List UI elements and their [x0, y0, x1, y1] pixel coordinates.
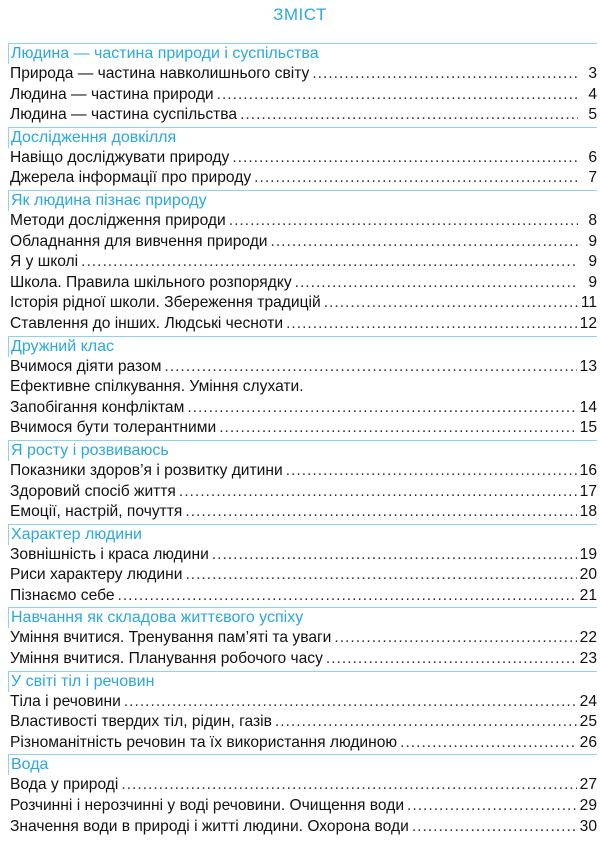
section-heading: Характер людини [8, 524, 597, 545]
table-of-contents [8, 43, 597, 837]
dot-leader [179, 482, 577, 503]
entry-title: Тіла і речовини [10, 692, 121, 710]
toc-section [8, 671, 597, 754]
entry-title: Зовнішність і краса людини [10, 545, 209, 563]
page-number: 9 [588, 273, 597, 291]
dot-leader [286, 461, 577, 482]
page-number: 6 [588, 148, 597, 166]
entry-title: Історія рідної школи. Збереження традицій [10, 294, 321, 312]
entry-title: Методи дослідження природи [10, 211, 226, 229]
page-number: 13 [579, 357, 597, 375]
toc-entry[interactable] [8, 586, 597, 607]
toc-entry[interactable] [8, 273, 597, 294]
toc-entry[interactable] [8, 357, 597, 378]
toc-entry[interactable] [8, 733, 597, 754]
toc-entry[interactable] [8, 105, 597, 126]
page-number: 15 [579, 419, 597, 437]
entry-title: Значення води в природі і житті людини. Охорона води [10, 817, 409, 835]
entry-title: Здоровий спосіб життя [10, 482, 176, 500]
page-number: 20 [579, 566, 597, 584]
toc-entry[interactable] [8, 775, 597, 796]
page-number: 4 [588, 85, 597, 103]
section-heading: У світі тіл і речовин [8, 671, 597, 692]
entry-title: Ставлення до інших. Людські чесноти [10, 314, 284, 332]
dot-leader [407, 796, 577, 817]
dot-leader [286, 314, 577, 335]
entry-title: Джерела інформації про природу [10, 169, 252, 187]
entry-title: Риси характеру людини [10, 566, 183, 584]
dot-leader [240, 105, 578, 126]
dot-leader [324, 293, 578, 314]
entry-title: Я у школі [10, 253, 79, 271]
toc-entry[interactable] [8, 398, 597, 419]
dot-leader [187, 398, 576, 419]
toc-section [8, 440, 597, 523]
entry-title: Людина — частина природи [10, 85, 214, 103]
toc-entry[interactable] [8, 232, 597, 253]
page-number: 30 [579, 817, 597, 835]
entry-title: Ефективне спілкування. Уміння слухати. [10, 378, 304, 396]
toc-entry[interactable] [8, 168, 597, 189]
page-number: 27 [579, 776, 597, 794]
entry-title: Уміння вчитися. Планування робочого часу [10, 650, 323, 668]
entry-title: Показники здоров’я і розвитку дитини [10, 461, 283, 479]
dot-leader [412, 817, 577, 838]
dot-leader [334, 628, 576, 649]
dot-leader [326, 649, 577, 670]
section-heading: Як людина пізнає природу [8, 190, 597, 211]
dot-leader [295, 273, 578, 294]
toc-entry[interactable] [8, 712, 597, 733]
entry-title: Обладнання для вивчення природи [10, 232, 268, 250]
dot-leader [81, 252, 578, 273]
entry-title: Вода у природі [10, 776, 119, 794]
toc-entry[interactable] [8, 628, 597, 649]
toc-entry[interactable] [8, 211, 597, 232]
toc-entry[interactable] [8, 649, 597, 670]
page-number: 17 [579, 482, 597, 500]
toc-entry[interactable] [8, 545, 597, 566]
toc-section [8, 524, 597, 607]
entry-title: Запобігання конфліктам [10, 398, 185, 416]
entry-title: Вчимося бути толерантними [10, 419, 217, 437]
toc-entry[interactable] [8, 377, 597, 398]
dot-leader [254, 168, 578, 189]
toc-entry[interactable] [8, 692, 597, 713]
toc-entry[interactable] [8, 482, 597, 503]
dot-leader [232, 148, 578, 169]
page-number: 5 [588, 106, 597, 124]
section-heading: Вода [8, 754, 597, 775]
page-number: 8 [588, 211, 597, 229]
page-number: 9 [588, 232, 597, 250]
dot-leader [185, 565, 576, 586]
toc-entry[interactable] [8, 85, 597, 106]
entry-title: Уміння вчитися. Тренування пам’яті та уваги [10, 629, 332, 647]
page-number: 11 [580, 294, 597, 312]
page-number: 18 [579, 503, 597, 521]
page-number: 21 [579, 586, 597, 604]
toc-section [8, 127, 597, 189]
entry-title: Людина — частина суспільства [10, 106, 238, 124]
entry-title: Вчимося діяти разом [10, 357, 162, 375]
dot-leader [312, 64, 578, 85]
page-number: 26 [579, 733, 597, 751]
dot-leader [217, 85, 578, 106]
page-number: 14 [579, 398, 597, 416]
entry-title: Емоції, настрій, почуття [10, 503, 183, 521]
dot-leader [185, 502, 576, 523]
page-number: 16 [579, 461, 597, 479]
entry-title: Навіщо досліджувати природу [10, 148, 230, 166]
toc-entry[interactable] [8, 64, 597, 85]
toc-entry[interactable] [8, 502, 597, 523]
dot-leader [124, 692, 577, 713]
toc-entry[interactable] [8, 148, 597, 169]
entry-title: Властивості твердих тіл, рідин, газів [10, 713, 272, 731]
toc-section [8, 607, 597, 669]
page-number: 24 [579, 692, 597, 710]
toc-entry[interactable] [8, 817, 597, 838]
page-number: 19 [579, 545, 597, 563]
toc-entry[interactable] [8, 293, 597, 314]
toc-entry[interactable] [8, 796, 597, 817]
section-heading: Людина — частина природи і суспільства [8, 43, 597, 64]
dot-leader [164, 357, 576, 378]
entry-title: Природа — частина навколишнього світу [10, 65, 310, 82]
page-number: 23 [579, 650, 597, 668]
section-heading: Навчання як складова життєвого успіху [8, 607, 597, 628]
entry-title: Розчинні і нерозчинні у воді речовини. Очищення води [10, 797, 405, 815]
section-heading: Дружний клас [8, 336, 597, 357]
toc-section [8, 754, 597, 837]
page-number: 7 [588, 169, 597, 187]
page-number: 22 [579, 629, 597, 647]
toc-section [8, 190, 597, 335]
dot-leader [118, 586, 577, 607]
dot-leader [121, 775, 576, 796]
dot-leader [275, 712, 577, 733]
page-number: 9 [588, 253, 597, 271]
page-number: 29 [579, 797, 597, 815]
dot-leader [212, 545, 577, 566]
page-number: 3 [588, 65, 597, 82]
dot-leader [229, 211, 578, 232]
section-heading: Я росту і розвиваюсь [8, 440, 597, 461]
entry-title: Пізнаємо себе [10, 586, 115, 604]
toc-section [8, 336, 597, 439]
entry-title: Школа. Правила шкільного розпорядку [10, 273, 292, 291]
toc-entry[interactable] [8, 314, 597, 335]
entry-title: Різноманітність речовин та їх використання людиною [10, 733, 398, 751]
toc-entry[interactable] [8, 418, 597, 439]
dot-leader [400, 733, 577, 754]
dot-leader [219, 418, 576, 439]
section-heading: Дослідження довкілля [8, 127, 597, 148]
page-title: ЗМІСТ [273, 5, 327, 24]
dot-leader [271, 232, 578, 253]
toc-entry[interactable] [8, 252, 597, 273]
toc-entry[interactable] [8, 461, 597, 482]
page-number: 25 [579, 713, 597, 731]
toc-section [8, 43, 597, 126]
toc-entry[interactable] [8, 565, 597, 586]
page-number: 12 [579, 314, 597, 332]
